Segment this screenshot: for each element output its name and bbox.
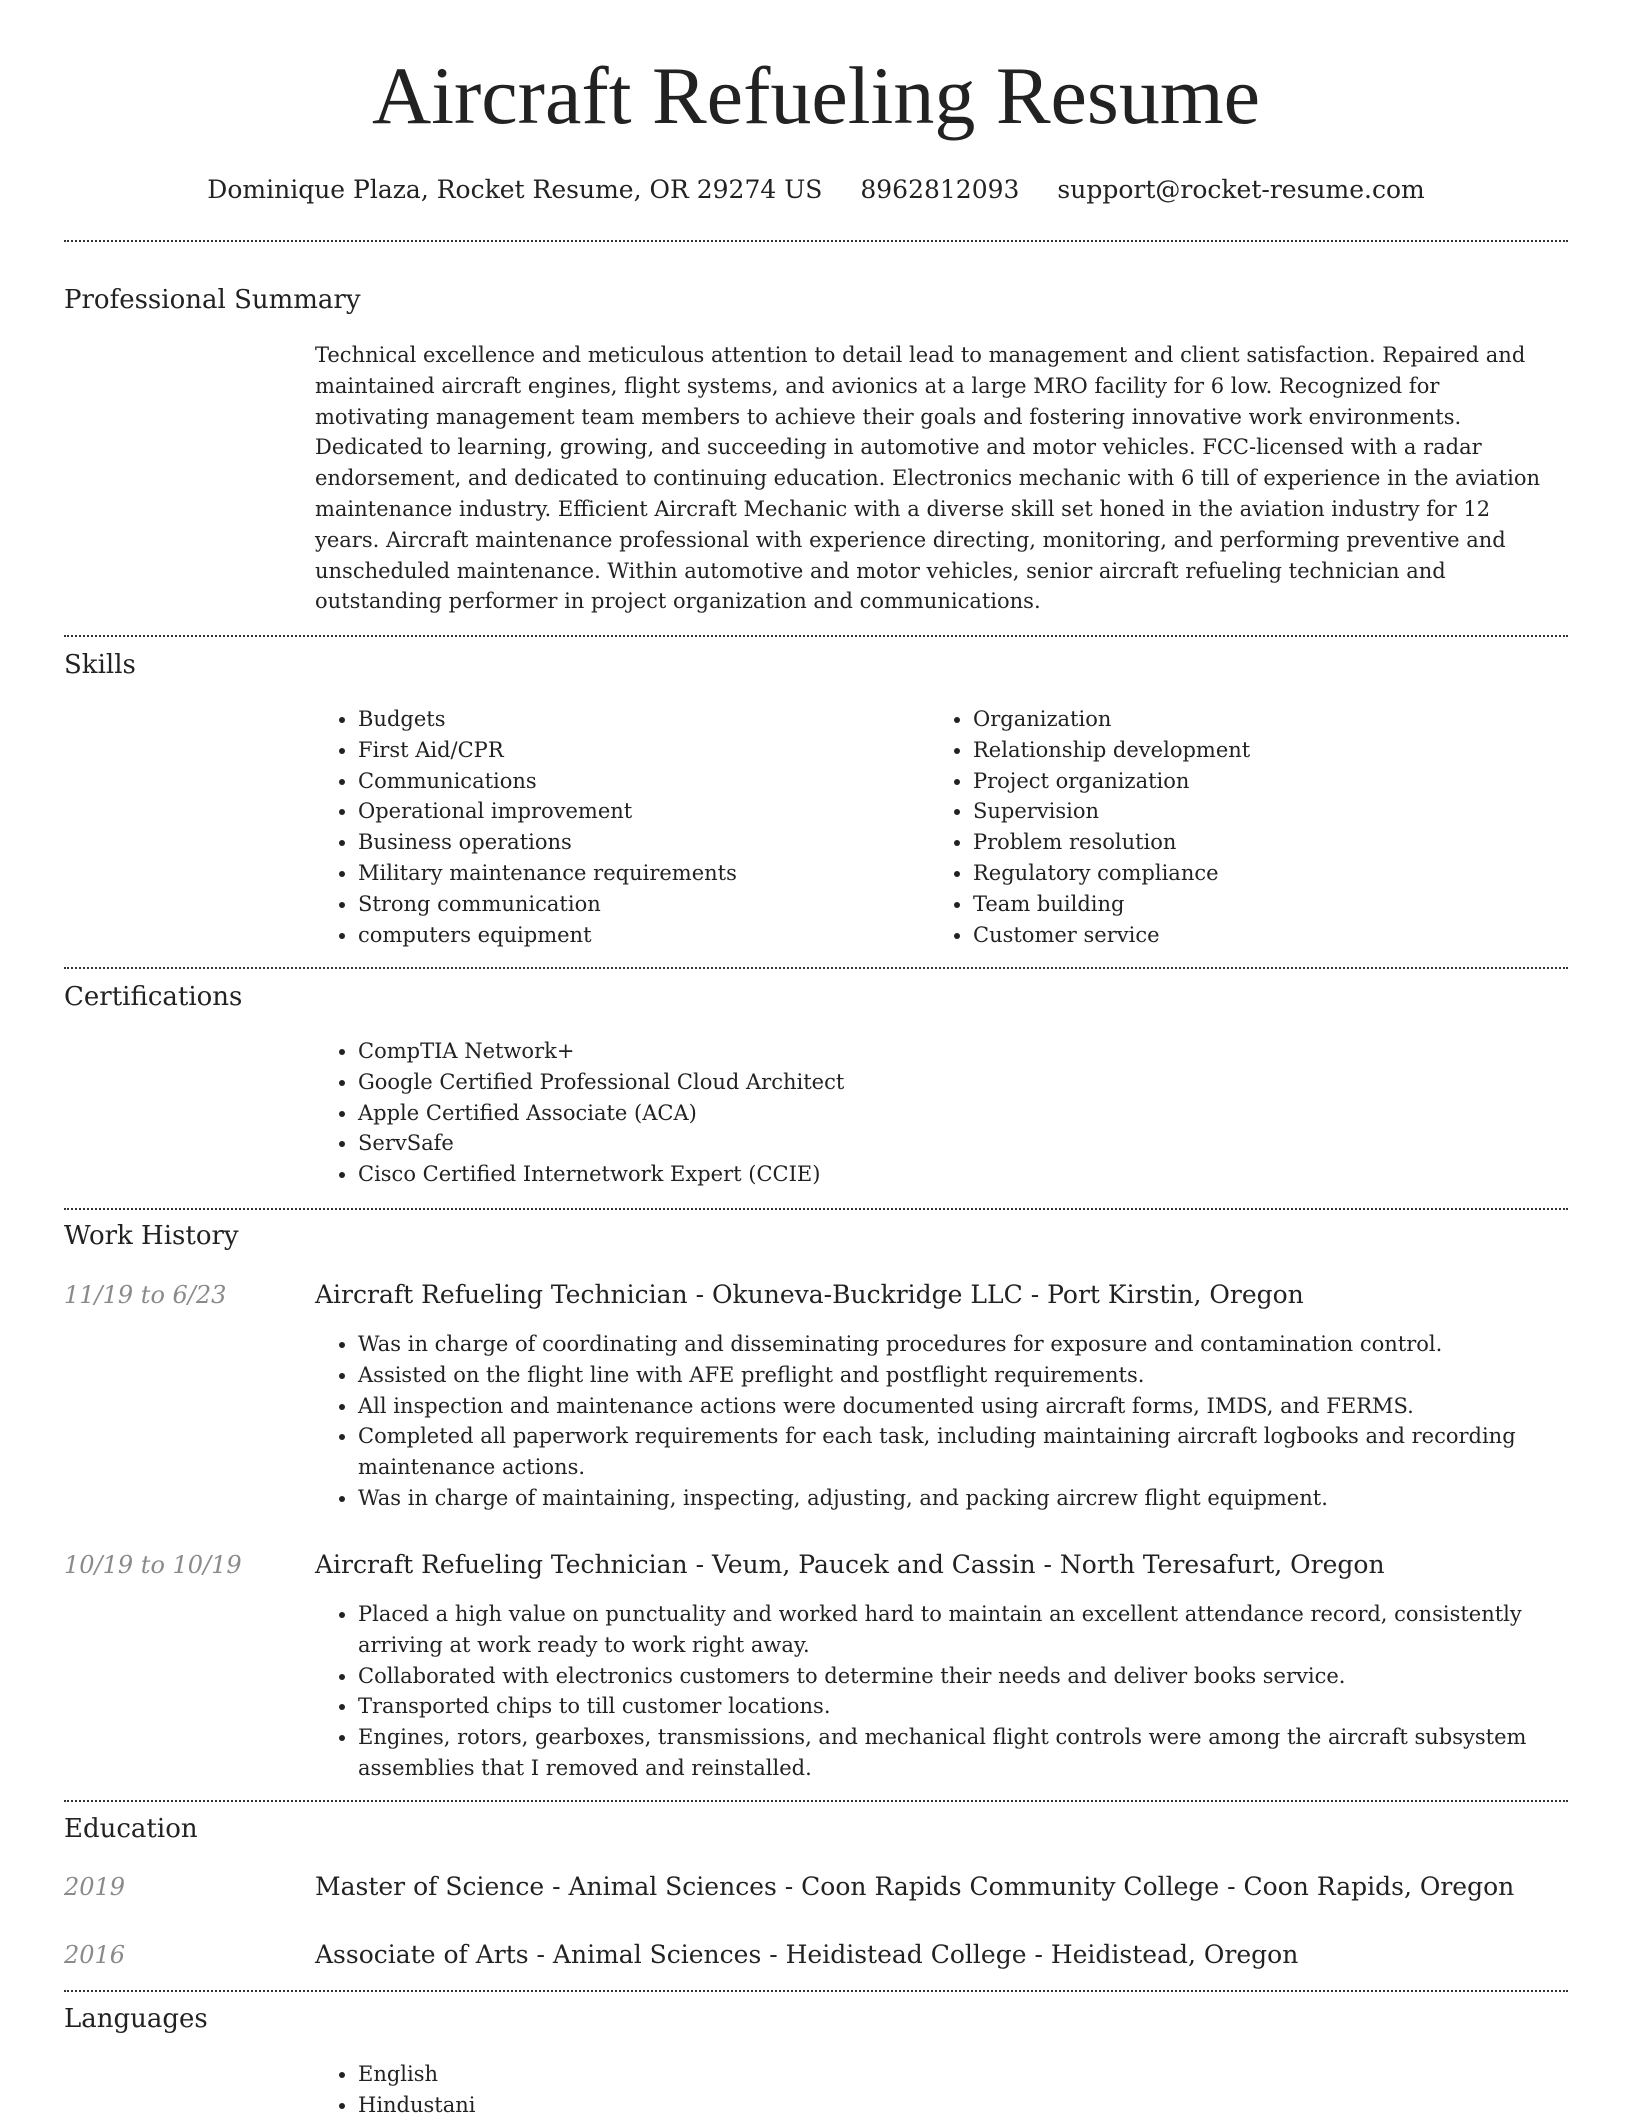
skills-list-left: [315, 704, 918, 950]
languages-heading: Languages: [64, 2004, 208, 2034]
summary-text: Technical excellence and meticulous attention to detail lead to management and client satisfaction. Repaired and maintained aircraft engines, flight systems, and avionics at a large MRO facility for 6 low. Recognized for motivating management team members to achieve their goals and fostering innovative work environments. Dedicated to learning, growing, and succeeding in automotive and motor vehicles. FCC-licensed with a radar endorsement, and dedicated to continuing education. Electronics mechanic with 6 till of experience in the aviation maintenance industry. Efficient Aircraft Mechanic with a diverse skill set honed in the aviation industry for 12 years. Aircraft maintenance professional with experience directing, monitoring, and performing preventive and unscheduled maintenance. Within automotive and motor vehicles, senior aircraft refueling technician and outstanding performer in project organization and communications.: [315, 343, 1540, 614]
skills-heading: Skills: [64, 650, 136, 680]
list-item: • Team building: [973, 889, 1593, 920]
list-item: • All inspection and maintenance actions were documented using aircraft forms, IMDS, and FERMS.: [358, 1391, 1598, 1422]
list-item: • computers equipment: [358, 920, 918, 951]
education-degree: Master of Science - Animal Sciences - Coon Rapids Community College - Coon Rapids, Oregon: [315, 1872, 1515, 1901]
list-item: • Apple Certified Associate (ACA): [358, 1098, 1598, 1129]
list-item: • Engines, rotors, gearboxes, transmissions, and mechanical flight controls were among the aircraft subsystem assemblies that I removed and reinstalled.: [358, 1722, 1598, 1784]
list-item: • Strong communication: [358, 889, 918, 920]
list-item: • Operational improvement: [358, 796, 918, 827]
work-history-heading: Work History: [64, 1221, 239, 1251]
job-dates: 11/19 to 6/23: [64, 1281, 227, 1309]
list-item: • Placed a high value on punctuality and worked hard to maintain an excellent attendance record, consistently arriving at work ready to work right away.: [358, 1599, 1598, 1661]
contact-email: support@rocket-resume.com: [1057, 175, 1425, 204]
list-item: • CompTIA Network+: [358, 1036, 1598, 1067]
section-divider: [64, 635, 1568, 637]
list-item: • Organization: [973, 704, 1593, 735]
section-divider: [64, 1208, 1568, 1210]
list-item: • Regulatory compliance: [973, 858, 1593, 889]
list-item: • Communications: [358, 766, 918, 797]
education-year: 2016: [64, 1941, 126, 1969]
languages-list: [315, 2059, 1598, 2121]
section-divider: [64, 1990, 1568, 1992]
list-item: • Was in charge of coordinating and disseminating procedures for exposure and contamination control.: [358, 1329, 1598, 1360]
education-degree: Associate of Arts - Animal Sciences - Heidistead College - Heidistead, Oregon: [315, 1940, 1299, 1969]
list-item: • Transported chips to till customer locations.: [358, 1691, 1598, 1722]
summary-heading: Professional Summary: [64, 285, 361, 315]
contact-phone: 8962812093: [860, 175, 1020, 204]
job-dates: 10/19 to 10/19: [64, 1551, 242, 1579]
list-item: • Supervision: [973, 796, 1593, 827]
contact-line: [0, 170, 1632, 210]
list-item: • Budgets: [358, 704, 918, 735]
list-item: • Military maintenance requirements: [358, 858, 918, 889]
list-item: • Project organization: [973, 766, 1593, 797]
list-item: • Customer service: [973, 920, 1593, 951]
list-item: • Relationship development: [973, 735, 1593, 766]
job-title: Aircraft Refueling Technician - Veum, Paucek and Cassin - North Teresafurt, Oregon: [315, 1550, 1385, 1579]
list-item: • Collaborated with electronics customers to determine their needs and deliver books service.: [358, 1661, 1598, 1692]
education-year: 2019: [64, 1873, 126, 1901]
certifications-list: [315, 1036, 1598, 1190]
skills-list-right: [930, 704, 1593, 950]
contact-address: Dominique Plaza, Rocket Resume, OR 29274 US: [207, 175, 823, 204]
list-item: • English: [358, 2059, 1598, 2090]
section-divider: [64, 967, 1568, 969]
certifications-heading: Certifications: [64, 982, 243, 1012]
list-item: • First Aid/CPR: [358, 735, 918, 766]
section-divider: [64, 1800, 1568, 1802]
list-item: • ServSafe: [358, 1128, 1598, 1159]
list-item: • Hindustani: [358, 2090, 1598, 2121]
education-heading: Education: [64, 1814, 198, 1844]
resume-title: Aircraft Refueling Resume: [371, 50, 1261, 141]
list-item: • Google Certified Professional Cloud Architect: [358, 1067, 1598, 1098]
list-item: • Business operations: [358, 827, 918, 858]
job-title: Aircraft Refueling Technician - Okuneva-Buckridge LLC - Port Kirstin, Oregon: [315, 1280, 1304, 1309]
section-divider: [64, 240, 1568, 242]
job-bullets: [315, 1599, 1598, 1784]
list-item: • Cisco Certified Internetwork Expert (CCIE): [358, 1159, 1598, 1190]
list-item: • Completed all paperwork requirements for each task, including maintaining aircraft logbooks and recording maintenance actions.: [358, 1421, 1598, 1483]
job-bullets: [315, 1329, 1598, 1514]
list-item: • Was in charge of maintaining, inspecting, adjusting, and packing aircrew flight equipment.: [358, 1483, 1598, 1514]
list-item: • Problem resolution: [973, 827, 1593, 858]
list-item: • Assisted on the flight line with AFE preflight and postflight requirements.: [358, 1360, 1598, 1391]
